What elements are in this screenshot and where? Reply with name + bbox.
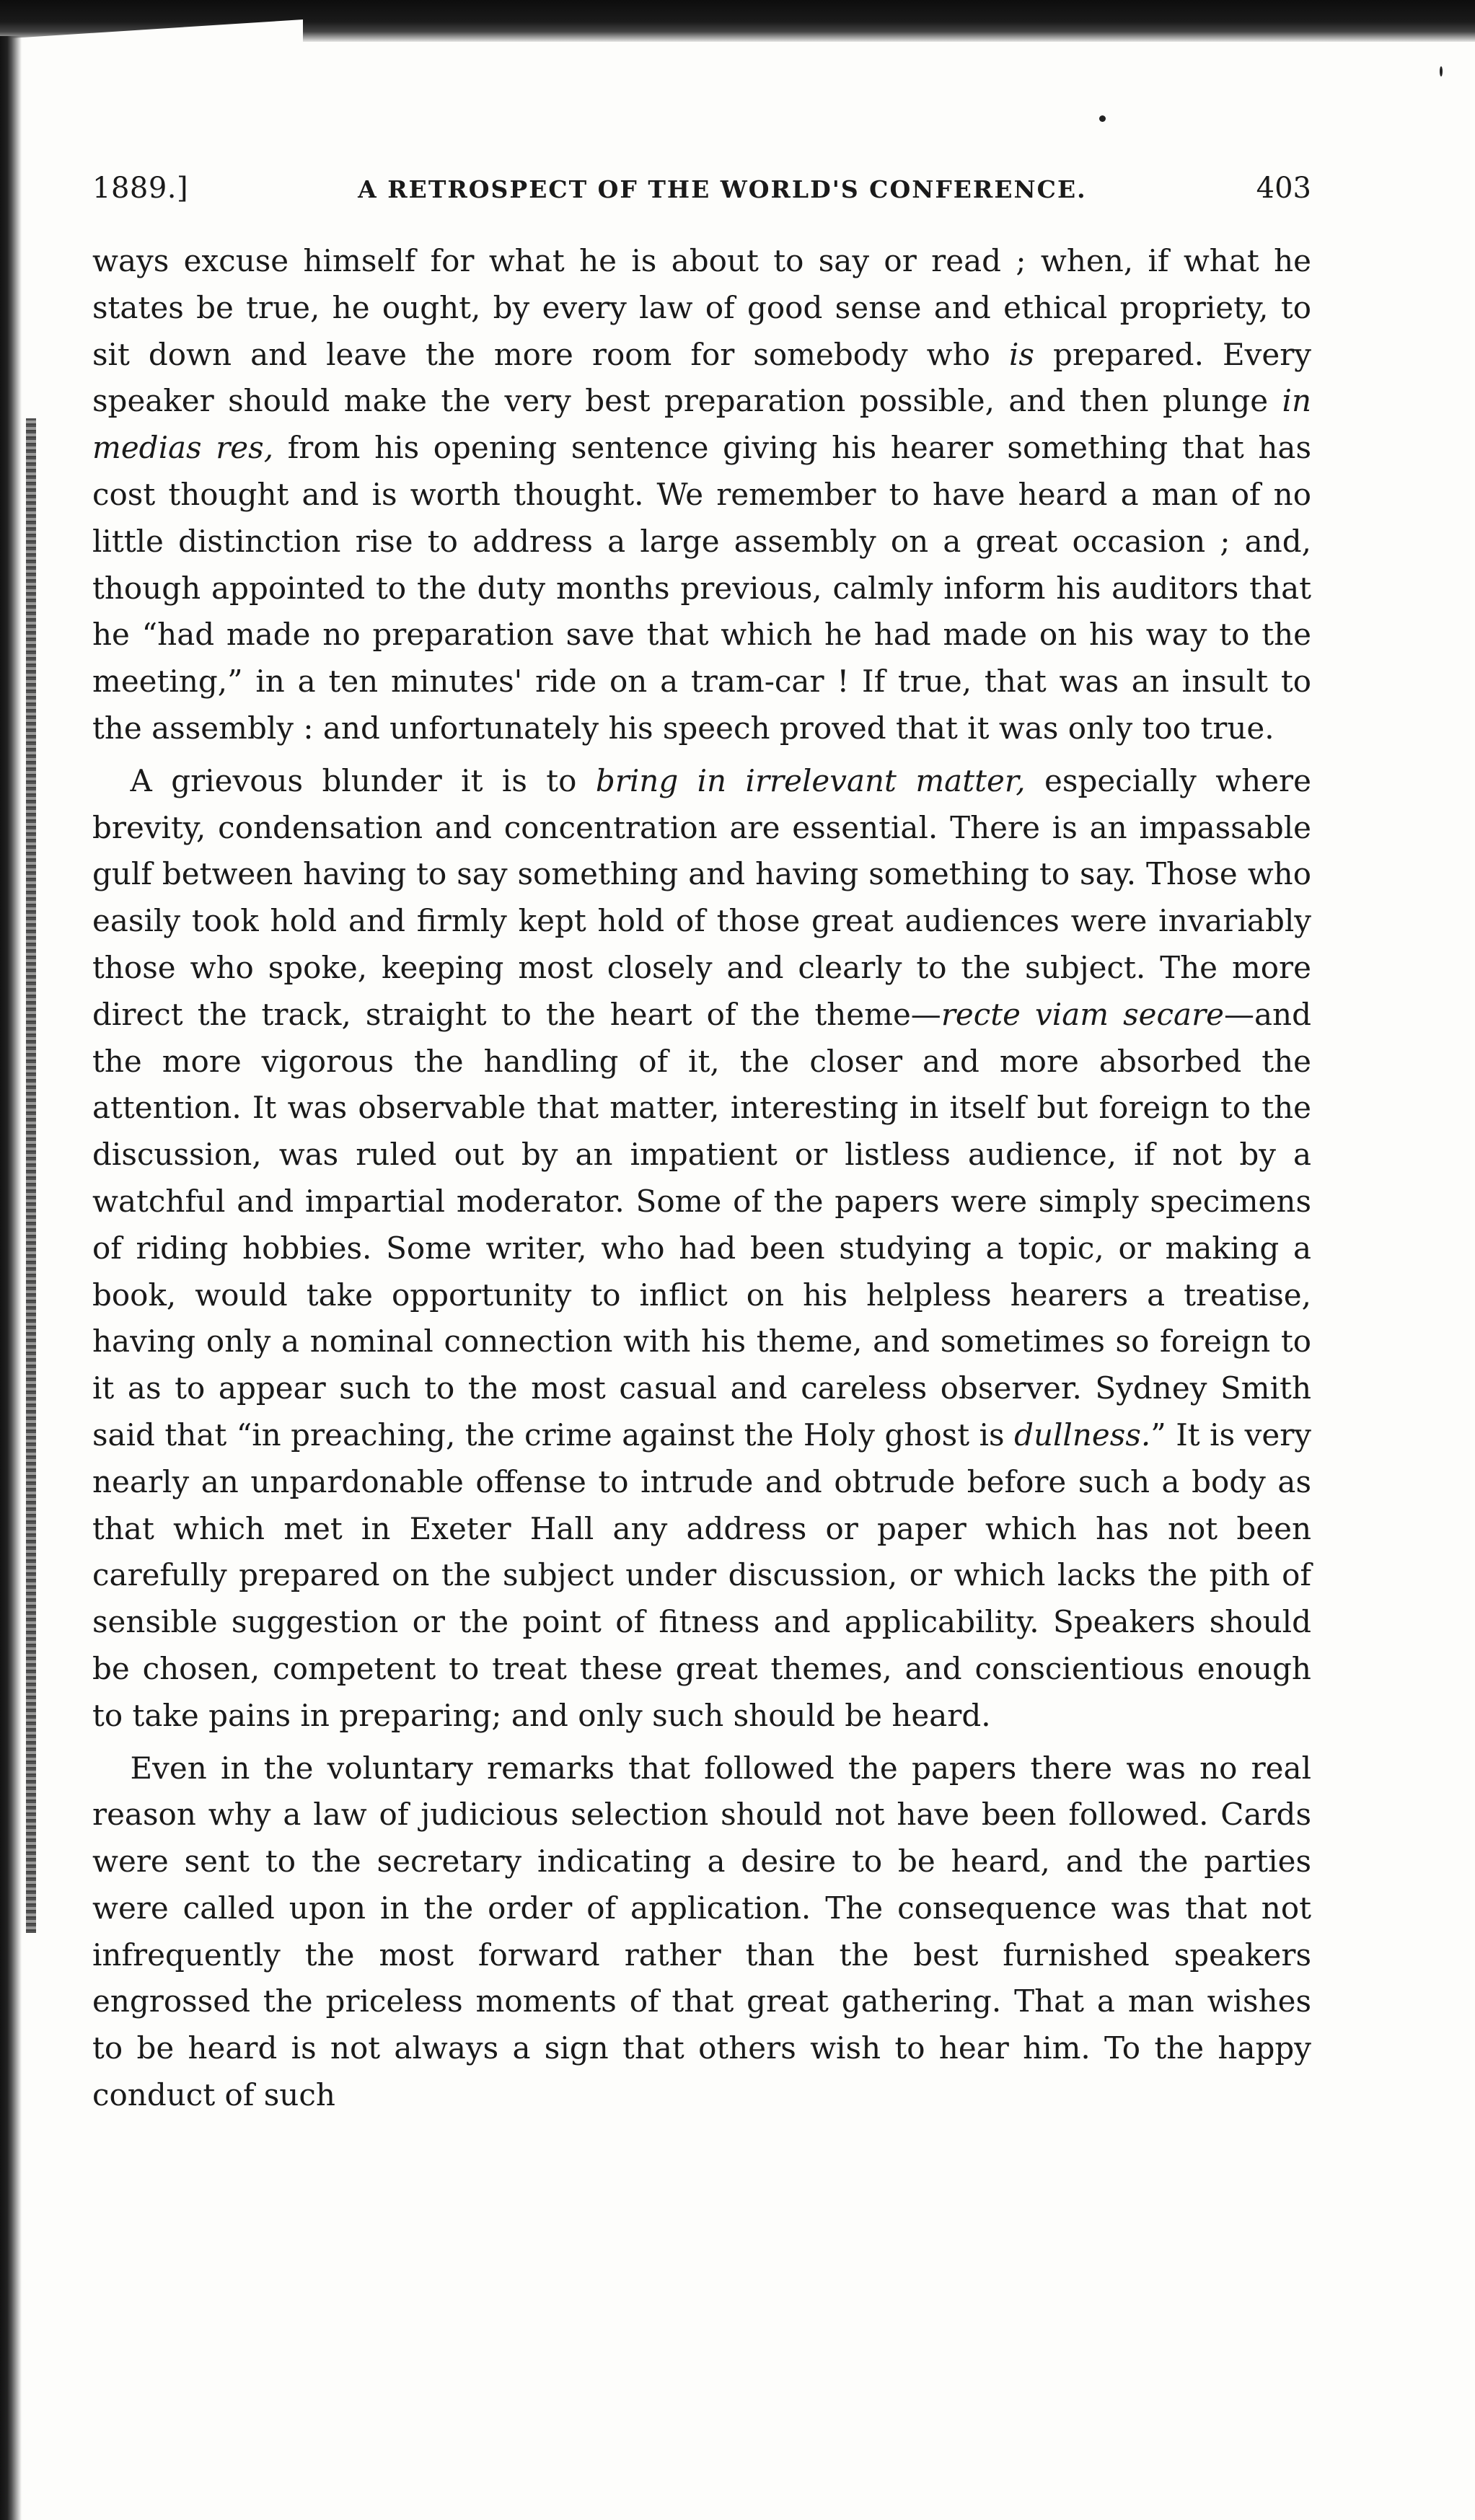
header-running-title: A RETROSPECT OF THE WORLD'S CONFERENCE.	[358, 175, 1087, 203]
italic-run: dullness.	[1014, 1417, 1151, 1453]
paragraph	[92, 1745, 1311, 2119]
italic-run: bring in irrelevant matter,	[595, 762, 1026, 798]
scan-binding-texture	[26, 418, 36, 1933]
text-run: ways excuse himself for what he is about to say or read ; when, if what he states be true, he ought, by every law of good sense and ethical propriety, to sit down and leave the more room for somebody who	[92, 243, 1311, 372]
paragraph	[92, 758, 1311, 1740]
text-run: especially where brevity, condensation and concentration are essential. There is an impassable gulf between having to say something and having something to say. Those who easily took hold and firmly kept hold of those great audiences were invariably those who spoke, keeping most closely and clearly to the subject. The more direct the track, straight to the heart of the theme—	[92, 762, 1311, 1032]
text-run: A grievous blunder it is to	[130, 762, 596, 798]
running-header	[92, 172, 1311, 215]
text-run: prepared. Every speaker should make the very best preparation possible, and then plunge	[92, 336, 1311, 419]
text-run: from his opening sentence giving his hearer something that has cost thought and is worth thought. We remember to have heard a man of no little distinction rise to address a large assembly on a great occasion ; and, though appointed to the duty months previous, calmly inform his auditors that he “had made no preparation save that which he had made on his way to the meeting,” in a ten minutes' ride on a tram-car ! If true, that was an insult to the assembly : and unfortunately his speech proved that it was only too true.	[92, 430, 1312, 746]
body-text	[92, 238, 1311, 2119]
text-run: —and the more vigorous the handling of it, the closer and more absorbed the attention. It was observable that matter, interesting in itself but foreign to the discussion, was ruled out by an impatient or listless audience, if not by a watchful and impartial moderator. Some of the papers were simply specimens of riding hobbies. Some writer, who had been studying a topic, or making a book, would take opportunity to inflict on his helpless hearers a treatise, having only a nominal connection with his theme, and sometimes so foreign to it as to appear such to the most casual and careless observer. Sydney Smith said that “in preaching, the crime against the Holy ghost is	[92, 996, 1311, 1453]
text-run: Even in the voluntary remarks that followed the papers there was no real reason why a law of judicious selection should not have been followed. Cards were sent to the secretary indicating a desire to be heard, and the parties were called upon in the order of application. The consequence was that not infrequently the most forward rather than the best furnished speakers engrossed the priceless moments of that great gathering. That a man wishes to be heard is not always a sign that others wish to hear him. To the happy conduct of such	[92, 1750, 1311, 2113]
italic-run: recte viam secare	[941, 996, 1225, 1032]
header-page-number: 403	[1256, 172, 1311, 205]
text-run: ” It is very nearly an unpardonable offense to intrude and obtrude before such a body as that which met in Exeter Hall any address or paper which has not been carefully prepared on the subject under discussion, or which lacks the pith of sensible suggestion or the point of fitness and applicability. Speakers should be chosen, competent to treat these great themes, and conscientious enough to take pains in preparing; and only such should be heard.	[92, 1417, 1311, 1733]
italic-run: is	[1008, 336, 1034, 372]
header-year: 1889.]	[92, 172, 189, 205]
italic-run: in medias res,	[92, 383, 1311, 466]
scan-speck	[1099, 115, 1106, 122]
scan-binding-edge	[0, 36, 22, 2520]
paragraph	[92, 238, 1311, 752]
scan-speck	[1440, 66, 1443, 76]
